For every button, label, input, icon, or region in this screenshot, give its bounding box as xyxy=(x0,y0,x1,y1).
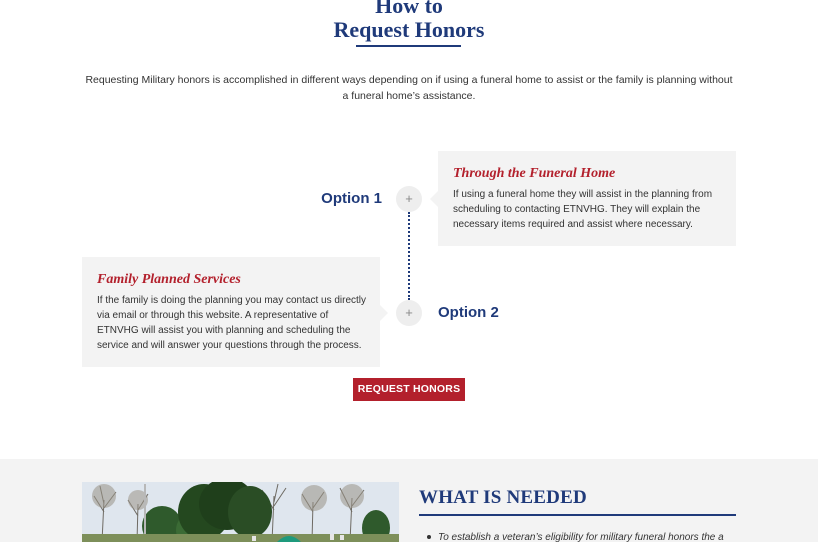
cemetery-photo-image xyxy=(82,482,399,542)
page-title-line2: Request Honors xyxy=(333,17,485,42)
timeline-connector xyxy=(408,212,410,300)
option-1-label: Option 1 xyxy=(321,190,382,207)
cemetery-photo xyxy=(82,482,399,542)
option-1-plus-icon[interactable]: + xyxy=(396,186,422,212)
page-title-line1: How to xyxy=(375,0,443,18)
funeral-home-card-body: If using a funeral home they will assist in the planning from scheduling to contacting ETNVHG. They will explain the necessary items required and assist where necessary. xyxy=(453,189,713,230)
funeral-home-card xyxy=(438,151,736,246)
family-planned-card xyxy=(82,257,380,367)
option-2-label: Option 2 xyxy=(438,304,499,321)
title-underline xyxy=(356,45,461,47)
family-planned-card-title: Family Planned Services xyxy=(97,272,241,287)
family-planned-card-body: If the family is doing the planning you may contact us directly via email or through this website. A representative of ETNVHG will assist you with planning and scheduling the service and will answer your questions through the process. xyxy=(97,295,367,351)
what-is-needed-title: WHAT IS NEEDED xyxy=(419,487,587,508)
family-card-pointer xyxy=(380,305,388,321)
funeral-home-card-title: Through the Funeral Home xyxy=(453,166,616,181)
list-item-text: To establish a veteran’s eligibility for military funeral honors the a xyxy=(438,532,724,542)
bullet-icon xyxy=(427,535,431,539)
request-honors-button[interactable]: REQUEST HONORS xyxy=(353,378,465,401)
list-item xyxy=(427,531,736,542)
funeral-card-pointer xyxy=(430,191,438,207)
what-is-needed-underline xyxy=(419,514,736,516)
intro-text: Requesting Military honors is accomplished in different ways depending on if using a funeral home to assist or the family is planning without a funeral home’s assistance. xyxy=(85,74,733,102)
option-2-plus-icon[interactable]: + xyxy=(396,300,422,326)
